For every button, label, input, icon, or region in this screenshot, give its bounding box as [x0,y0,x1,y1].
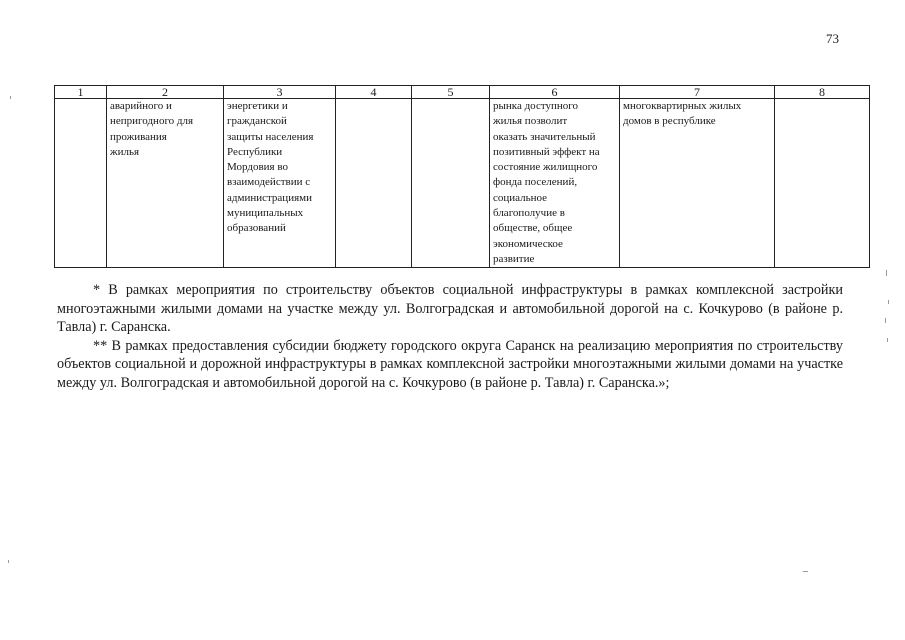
cell-text: аварийного и непригодного для проживания жилья [110,100,194,158]
table-cell-6 [490,99,620,268]
scan-speck [8,560,9,563]
scan-speck [886,270,887,276]
column-number-1: 1 [55,86,107,99]
scan-speck [888,300,889,304]
table-cell-7 [620,99,775,268]
cell-text: энергетики и гражданской защиты населения Республики Мордовия во взаимодействии с администрациями муниципальных образований [227,100,314,235]
data-table [54,85,870,268]
scan-speck [803,571,808,572]
table-header-row [55,86,870,99]
cell-text: рынка доступного жилья позволит оказать значительный позитивный эффект на состояние жилищного фонда поселений, социальное благополучие в обществе, общее экономическое развитие [493,100,600,265]
table-cell-2 [107,99,224,268]
table-cell-8 [775,99,870,268]
column-number-3: 3 [224,86,336,99]
column-number-8: 8 [775,86,870,99]
column-number-6: 6 [490,86,620,99]
footnotes [57,281,843,393]
column-number-5: 5 [412,86,490,99]
scan-speck [885,318,886,323]
table-row [55,99,870,268]
table-cell-5 [412,99,490,268]
column-number-4: 4 [336,86,412,99]
footnote-1: * В рамках мероприятия по строительству объектов социальной инфраструктуры в рамках комплексной застройки многоэтажными жилыми домами на участке между ул. Волгоградская и автомобильной дорогой на с. Кочкурово (в районе р. Тавла) г. Саранска. [57,282,843,336]
column-number-7: 7 [620,86,775,99]
table-cell-4 [336,99,412,268]
table-cell-3 [224,99,336,268]
scan-speck [10,96,11,99]
footnote-2: ** В рамках предоставления субсидии бюджету городского округа Саранск на реализацию мероприятия по строительству объектов социальной и дорожной инфраструктуры в рамках комплексной застройки многоэтажными жилыми домами на участке между ул. Волгоградская и автомобильной дорогой на с. Кочкурово (в районе р. Тавла) г. Саранска.»; [57,337,843,391]
table-cell-1 [55,99,107,268]
page-number: 73 [826,31,839,46]
column-number-2: 2 [107,86,224,99]
scan-speck [887,338,888,342]
cell-text: многоквартирных жилых домов в республике [623,100,742,128]
